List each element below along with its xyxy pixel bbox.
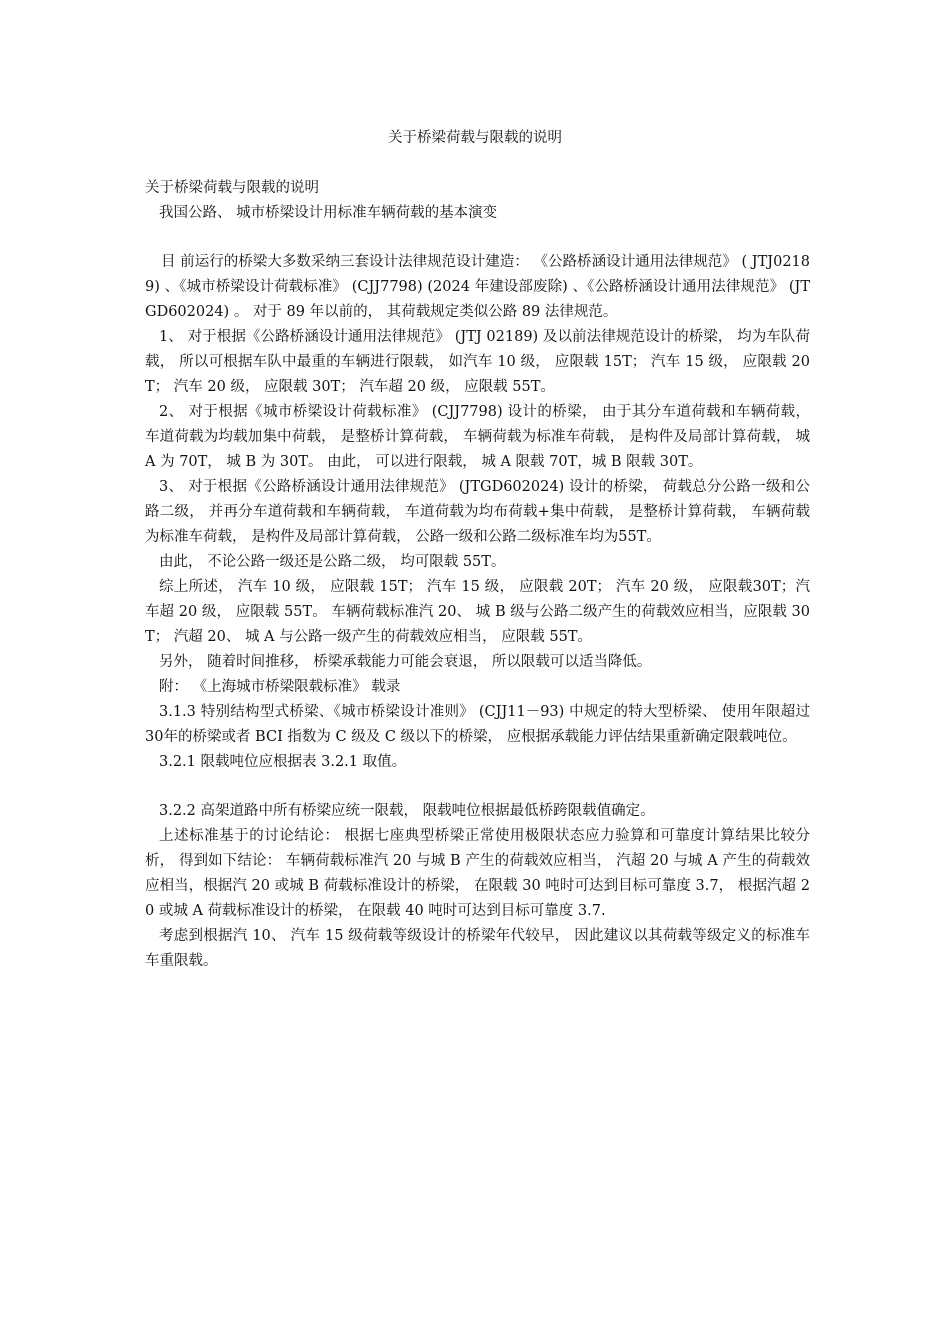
paragraph-conclusion: 由此， 不论公路一级还是公路二级， 均可限载 55T。 [159, 554, 506, 570]
paragraph-clause-3-2-1: 3.2.1 限载吨位应根据表 3.2.1 取值。 [159, 754, 407, 770]
paragraph-item-3: 3、 对于根据《公路桥涵设计通用法律规范》 (JTGD602024) 设计的桥梁， 荷载总分公路一级和公路二级， 并再分车道荷载和车辆荷载， 车道荷载为均布荷载+集中荷载， 是整桥计算荷载， 车辆荷载为标准车荷载， 是构件及局部计算荷载， 公路一级和公路二级标准车均为55T。 [145, 479, 810, 545]
blank-line [145, 775, 810, 799]
section-heading: 关于桥梁荷载与限载的说明 [145, 180, 319, 196]
paragraph-clause-3-1-3: 3.1.3 特别结构型式桥梁、《城市桥梁设计准则》 (CJJ11－93) 中规定的特大型桥梁、 使用年限超过 30年的桥梁或者 BCI 指数为 C 级及 C 级以下的桥梁， 应根据承载能力评估结果重新确定限载吨位。 [145, 704, 810, 745]
document-body [145, 176, 810, 974]
section-subheading: 我国公路、 城市桥梁设计用标准车辆荷载的基本演变 [159, 205, 498, 221]
paragraph-basis: 上述标准基于的讨论结论： 根据七座典型桥梁正常使用极限状态应力验算和可靠度计算结果比较分析， 得到如下结论： 车辆荷载标准汽 20 与城 B 产生的荷载效应相当， 汽超 20 与城 A 产生的荷载效应相当，根据汽 20 或城 B 荷载标准设计的桥梁， 在限载 30 吨时可达到目标可靠度 3.7， 根据汽超 20 或城 A 荷载标准设计的桥梁， 在限载 40 吨时可达到目标可靠度 3.7. [145, 828, 810, 919]
paragraph-clause-3-2-2: 3.2.2 高架道路中所有桥梁应统一限载， 限载吨位根据最低桥跨限载值确定。 [159, 803, 655, 819]
paragraph-intro: 目 前运行的桥梁大多数采纳三套设计法律规范设计建造： 《公路桥涵设计通用法律规范》 ( JTJ02189) 、《城市桥梁设计荷载标准》 (CJJ7798) (2024 年建设部废除) 、《公路桥涵设计通用法律规范》 (JTGD602024) 。 对于 89 年以前的， 其荷载规定类似公路 89 法律规范。 [145, 254, 810, 320]
paragraph-item-1: 1、 对于根据《公路桥涵设计通用法律规范》 (JTJ 02189) 及以前法律规范设计的桥梁， 均为车队荷载， 所以可根据车队中最重的车辆进行限载， 如汽车 10 级， 应限载 15T； 汽车 15 级， 应限载 20T； 汽车 20 级， 应限载 30T； 汽车超 20 级， 应限载 55T。 [145, 329, 810, 395]
paragraph-recommendation: 考虑到根据汽 10、 汽车 15 级荷载等级设计的桥梁年代较早， 因此建议以其荷载等级定义的标准车车重限载。 [145, 928, 810, 969]
paragraph-appendix: 附： 《上海城市桥梁限载标准》 载录 [159, 679, 401, 695]
paragraph-item-2: 2、 对于根据《城市桥梁设计荷载标准》 (CJJ7798) 设计的桥梁， 由于其分车道荷载和车辆荷载， 车道荷载为均载加集中荷载， 是整桥计算荷载， 车辆荷载为标准车荷载， 是构件及局部计算荷载， 城 A 为 70T， 城 B 为 30T。 由此， 可以进行限载， 城 A 限载 70T，城 B 限载 30T。 [145, 404, 810, 470]
blank-line [145, 226, 810, 250]
document-title: 关于桥梁荷载与限载的说明 [388, 130, 562, 146]
paragraph-summary: 综上所述， 汽车 10 级， 应限载 15T； 汽车 15 级， 应限载 20T； 汽车 20 级， 应限载30T；汽车超 20 级， 应限载 55T。 车辆荷载标准汽 20、 城 B 级与公路二级产生的荷载效应相当，应限载 30T； 汽超 20、 城 A 与公路一级产生的荷载效应相当， 应限载 55T。 [145, 579, 810, 645]
paragraph-additional: 另外， 随着时间推移， 桥梁承载能力可能会衰退， 所以限载可以适当降低。 [159, 654, 652, 670]
